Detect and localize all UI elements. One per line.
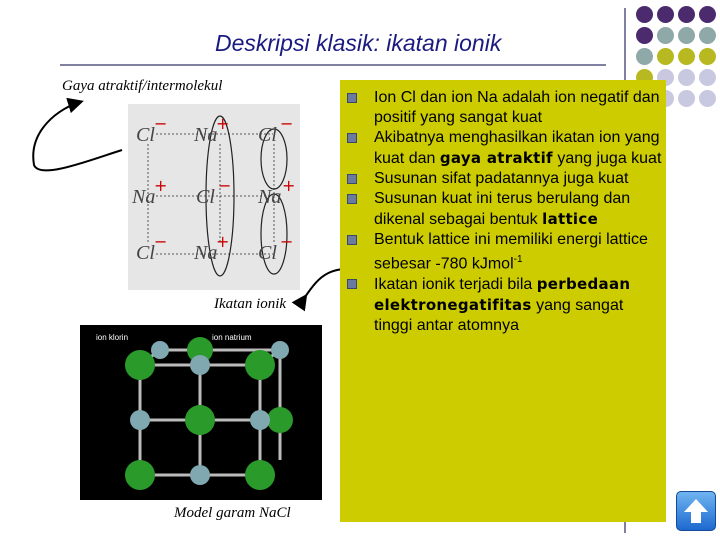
bullet-marker	[347, 235, 357, 245]
page-title: Deskripsi klasik: ikatan ionik	[215, 30, 502, 56]
ion-charge: +	[216, 114, 230, 133]
ion-charge: −	[154, 232, 168, 251]
bullet-marker	[347, 93, 357, 103]
ionic-bond-caption: Ikatan ionik	[214, 296, 287, 312]
lattice-ion: Na	[194, 124, 218, 146]
lattice-ion: Na	[194, 242, 218, 264]
bullet-item: Ikatan ionik terjadi bila perbedaan elektronegatifitas yang sangat tinggi antar atomnya	[374, 274, 664, 336]
lattice-ion: Cl	[258, 242, 277, 264]
ion-charge: −	[154, 114, 168, 133]
bullet-item: Susunan sifat padatannya juga kuat	[374, 169, 664, 189]
bullet-marker	[347, 279, 357, 289]
attractive-force-caption: Gaya atraktif/intermolekul	[62, 78, 223, 94]
bullet-marker	[347, 194, 357, 204]
chlorine-ion-label: ion klorin	[96, 333, 129, 342]
ion-charge: −	[280, 114, 294, 133]
bullet-marker	[347, 174, 357, 184]
bullet-list	[374, 88, 664, 336]
bullet-marker	[347, 133, 357, 143]
bullet-item: Bentuk lattice ini memiliki energi lattice sebesar -780 kJmol$^{-1}$	[374, 230, 664, 274]
up-arrow-icon	[677, 492, 715, 530]
lattice-ion: Cl	[196, 186, 215, 208]
nacl-crystal-image	[80, 325, 322, 500]
lattice-ion: Cl	[258, 124, 277, 146]
bullet-item: Akibatnya menghasilkan ikatan ion yang kuat dan gaya atraktif yang juga kuat	[374, 128, 664, 169]
ion-charge: −	[280, 232, 294, 251]
up-navigation-button[interactable]	[676, 491, 716, 531]
nacl-model-caption: Model garam NaCl	[174, 505, 291, 521]
lattice-ion: Cl	[136, 242, 155, 264]
ion-charge: +	[216, 232, 230, 251]
nacl-lattice-diagram	[128, 104, 300, 290]
lattice-ion: Na	[132, 186, 156, 208]
ion-charge: −	[218, 176, 232, 195]
lattice-ion: Cl	[136, 124, 155, 146]
bullet-item: Susunan kuat ini terus berulang dan dikenal sebagai bentuk lattice	[374, 189, 664, 230]
bullet-item: Ion Cl dan ion Na adalah ion negatif dan positif yang sangat kuat	[374, 88, 664, 128]
ion-charge: +	[282, 176, 296, 195]
ion-charge: +	[154, 176, 168, 195]
lattice-ion: Na	[258, 186, 282, 208]
sodium-ion-label: ion natrium	[212, 333, 252, 342]
